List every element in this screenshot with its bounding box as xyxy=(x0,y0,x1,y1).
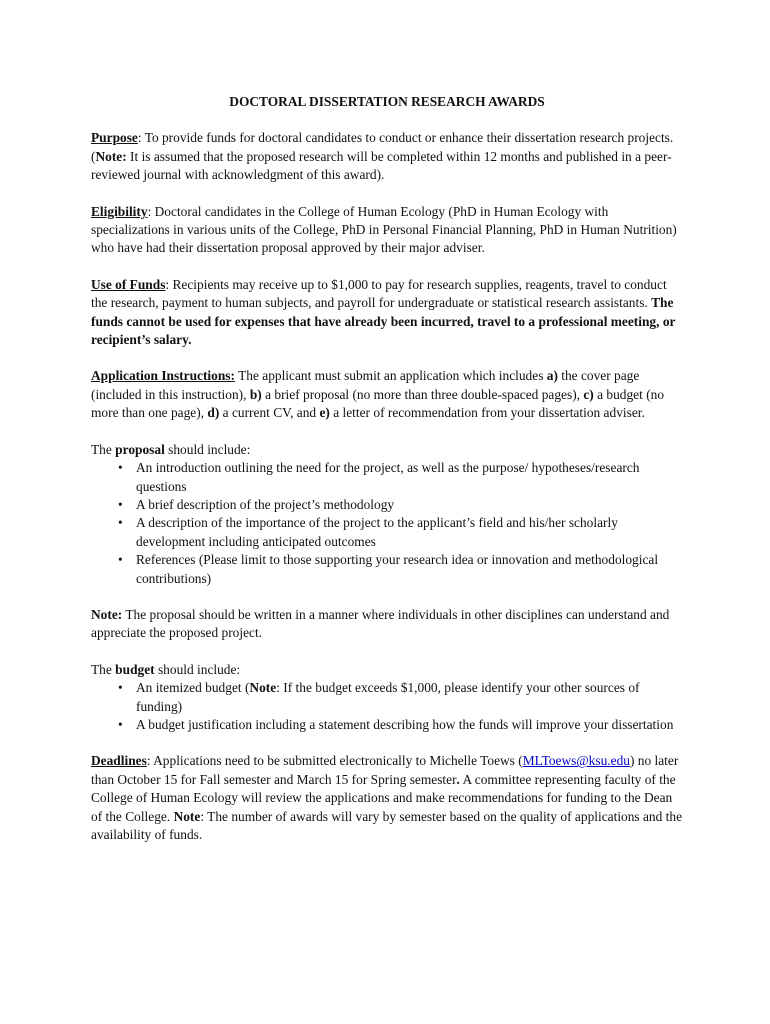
application-label: Application Instructions: xyxy=(91,368,235,384)
page-title: DOCTORAL DISSERTATION RESEARCH AWARDS xyxy=(229,94,545,109)
use-of-funds-restriction: The funds cannot be used for expenses that have already been incurred, travel to a professional meeting, or recipient’s salary. xyxy=(91,295,676,348)
email-link[interactable]: MLToews@ksu.edu xyxy=(522,753,630,769)
proposal-intro-text: should include: xyxy=(164,441,251,457)
deadlines-period: . xyxy=(456,771,460,787)
eligibility-label: Eligibility xyxy=(91,203,148,219)
proposal-keyword: proposal xyxy=(115,441,165,457)
document-body xyxy=(91,93,683,862)
budget-item-text: : If the budget exceeds $1,000, please identify your other sources of funding) xyxy=(136,680,640,714)
purpose-label: Purpose xyxy=(91,130,138,146)
list-item: • A brief description of the project’s methodology xyxy=(136,496,683,514)
item-marker-b: b) xyxy=(249,386,262,402)
proposal-note-text: The proposal should be written in a manner where individuals in other disciplines can understand and appreciate the proposed project. xyxy=(91,606,670,641)
list-item xyxy=(136,679,683,716)
deadlines-note-label: Note xyxy=(173,808,201,824)
eligibility-paragraph xyxy=(91,203,683,258)
proposal-intro xyxy=(91,441,683,459)
item-marker-d: d) xyxy=(207,405,220,421)
use-of-funds-paragraph xyxy=(91,276,683,350)
budget-keyword: budget xyxy=(115,661,155,677)
use-of-funds-label: Use of Funds xyxy=(91,276,166,292)
eligibility-text: : Doctoral candidates in the College of Human Ecology (PhD in Human Ecology with specializations in various units of the College, PhD in Personal Financial Planning, PhD in Human Nutrition) who have had their dissertation proposal approved by their major adviser. xyxy=(91,203,677,256)
item-marker-e: e) xyxy=(319,405,330,421)
purpose-paragraph xyxy=(91,129,683,184)
application-text: the cover page (included in this instruction), xyxy=(91,368,640,402)
application-text: The applicant must submit an application which includes xyxy=(234,368,547,384)
deadlines-label: Deadlines xyxy=(91,753,147,769)
deadlines-text: ) no later than October 15 for Fall semester and March 15 for Spring semester xyxy=(91,753,679,787)
deadlines-text: A committee representing faculty of the College of Human Ecology will review the applications and make recommendations for funding to the Dean of the College. xyxy=(91,771,676,824)
use-of-funds-text: : Recipients may receive up to $1,000 to pay for research supplies, reagents, travel to conduct the research, payment to human subjects, and payroll for undergraduate or statistical research assistants. xyxy=(91,276,667,311)
budget-note-label: Note xyxy=(249,680,277,696)
budget-list xyxy=(91,679,683,734)
list-item: • A description of the importance of the project to the applicant’s field and his/her scholarly development including anticipated outcomes xyxy=(136,514,683,551)
list-item: • An introduction outlining the need for the project, as well as the purpose/ hypotheses/research questions xyxy=(136,459,683,496)
application-text: a current CV, and xyxy=(219,405,320,421)
item-marker-a: a) xyxy=(546,368,558,384)
proposal-note-paragraph xyxy=(91,606,683,643)
purpose-note-label: Note: xyxy=(95,148,127,164)
budget-intro-text: The xyxy=(91,661,116,677)
purpose-text: : To provide funds for doctoral candidates to conduct or enhance their dissertation research projects. ( xyxy=(91,130,674,164)
proposal-intro-text: The xyxy=(91,441,116,457)
application-paragraph xyxy=(91,367,683,422)
list-item: • References (Please limit to those supporting your research idea or innovation and methodological contributions) xyxy=(136,551,683,588)
application-text: a brief proposal (no more than three double-spaced pages), xyxy=(261,386,584,402)
budget-intro-text: should include: xyxy=(154,661,241,677)
purpose-note-text: It is assumed that the proposed research will be completed within 12 months and published in a peer-reviewed journal with acknowledgment of this award). xyxy=(91,148,672,183)
list-item: • A budget justification including a statement describing how the funds will improve your dissertation xyxy=(136,716,683,734)
deadlines-text: : The number of awards will vary by semester based on the quality of applications and the availability of funds. xyxy=(91,808,683,842)
proposal-list xyxy=(91,459,683,588)
application-text: a budget (no more than one page), xyxy=(91,386,665,421)
budget-item-text: An itemized budget ( xyxy=(136,680,250,696)
item-marker-c: c) xyxy=(583,386,594,402)
proposal-note-label: Note: xyxy=(91,606,123,622)
application-text: a letter of recommendation from your dissertation adviser. xyxy=(329,405,645,421)
budget-intro xyxy=(91,661,683,679)
deadlines-text: : Applications need to be submitted electronically to Michelle Toews ( xyxy=(146,753,523,769)
deadlines-paragraph xyxy=(91,752,683,844)
